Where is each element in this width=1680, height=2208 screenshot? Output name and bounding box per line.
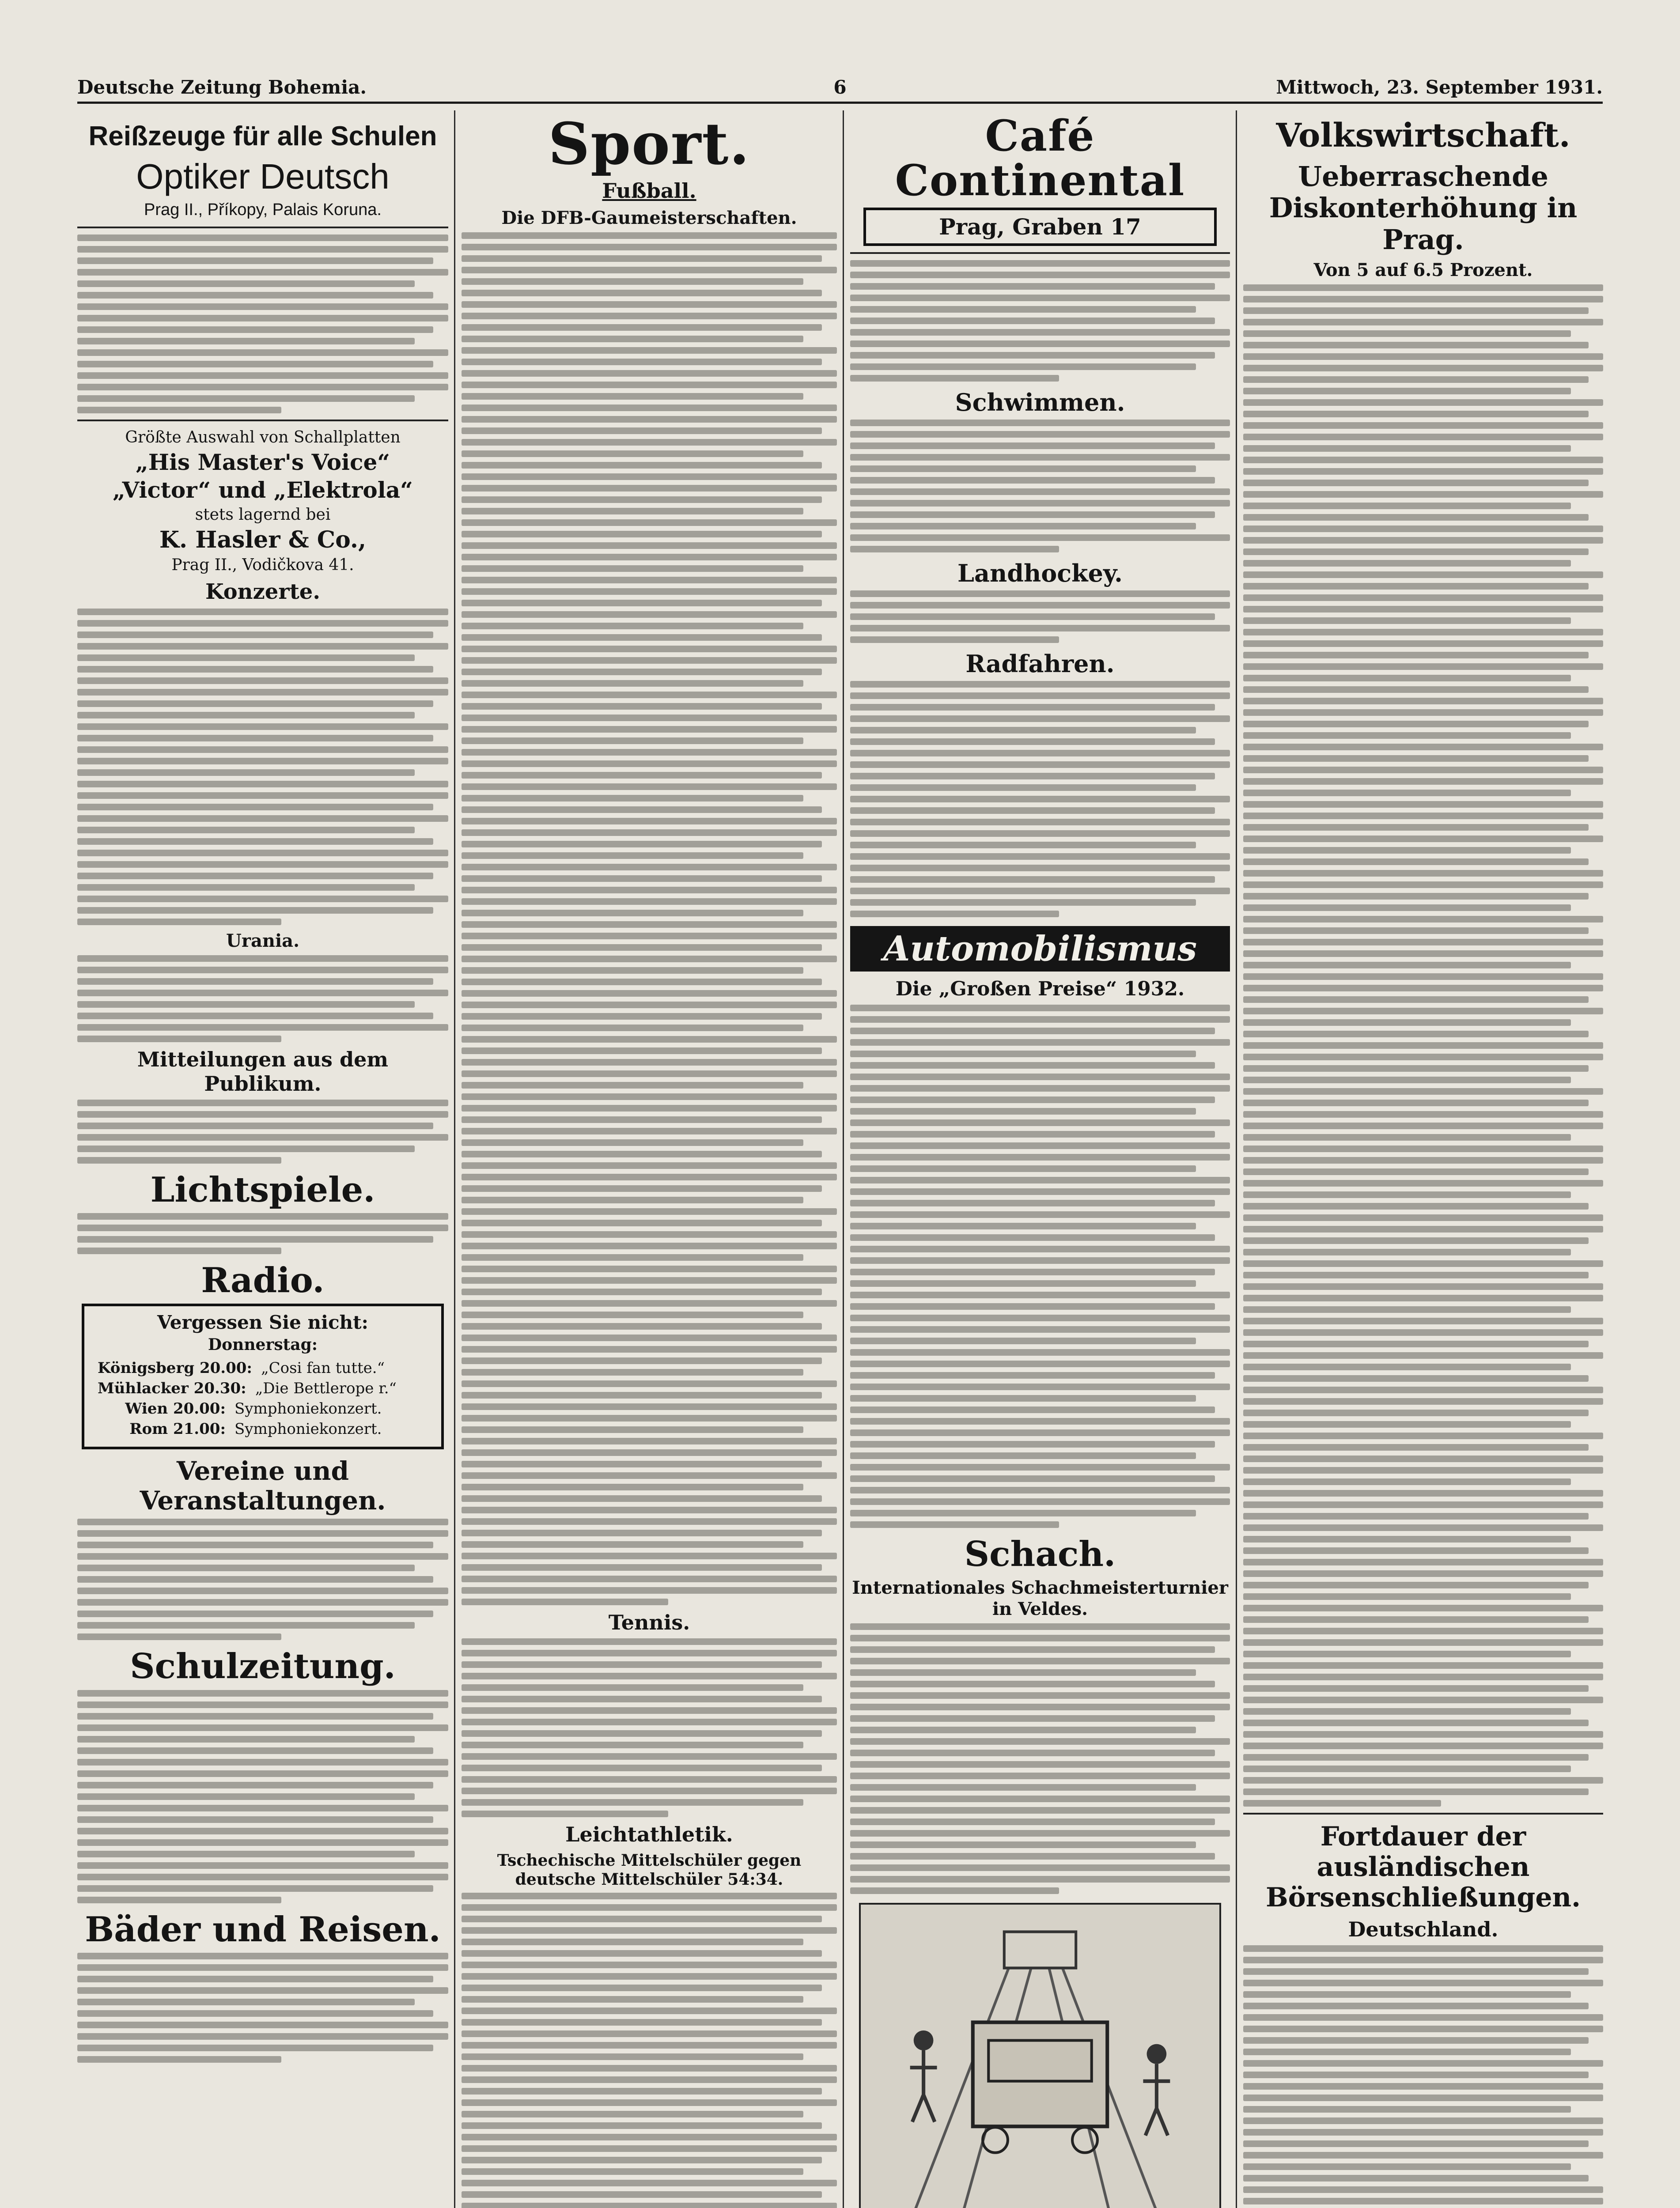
radio-reminder: Vergessen Sie nicht:: [157, 1312, 368, 1334]
ad-line: „Victor“ und „Elektrola“: [113, 477, 413, 503]
article-body: [77, 234, 448, 413]
column-1: [77, 110, 448, 2208]
radio-program: Symphoniekonzert.: [235, 1420, 382, 1438]
column-rule: [843, 110, 844, 2208]
article-body: [77, 1690, 448, 1903]
section-heading: Schulzeitung.: [130, 1646, 396, 1687]
ad-line: Reißzeuge für alle Schulen: [88, 121, 437, 151]
section-heading: Vereine und Veranstaltungen.: [140, 1456, 386, 1516]
ad-line: K. Hasler & Co.,: [159, 526, 367, 553]
subsection-heading: Schwimmen.: [955, 388, 1125, 416]
article-heading: Ueberraschende Diskonterhöhung in Prag.: [1269, 160, 1578, 256]
section-heading: Volkswirtschaft.: [1276, 117, 1570, 155]
column-3: [850, 110, 1230, 2208]
article-body: [850, 681, 1230, 917]
article-body: [77, 1100, 448, 1164]
radio-item: [98, 1358, 428, 1379]
article-body: [462, 1893, 837, 2208]
radio-day: Donnerstag:: [208, 1335, 318, 1354]
radio-box: [82, 1304, 444, 1449]
running-head: [77, 76, 1603, 104]
article-heading: Die „Großen Preise“ 1932.: [895, 977, 1185, 1000]
ad-title: Optiker Deutsch: [136, 156, 390, 196]
article-heading: Fortdauer der ausländischen Börsenschließungen.: [1265, 1821, 1581, 1913]
cafe-advertisement: [850, 111, 1230, 246]
radio-program: Symphoniekonzert.: [235, 1400, 382, 1418]
ad-line: „His Master's Voice“: [135, 449, 390, 475]
radio-station: Wien 20.00:: [125, 1400, 226, 1418]
column-2: [462, 110, 837, 2208]
optician-advertisement: [77, 119, 448, 220]
column-rule: [454, 110, 455, 2208]
divider: [77, 227, 448, 228]
article-body: [850, 420, 1230, 552]
radio-station: Königsberg 20.00:: [98, 1359, 252, 1377]
divider: [77, 420, 448, 421]
article-body: [1243, 1945, 1603, 2208]
cartoon-illustration: [859, 1903, 1221, 2208]
column-rule: [1236, 110, 1237, 2208]
page-number: 6: [833, 76, 847, 98]
divider: [850, 252, 1230, 254]
ad-line: stets lagernd bei: [195, 506, 331, 524]
issue-date: Mittwoch, 23. September 1931.: [1276, 76, 1603, 98]
ad-address: Prag II., Příkopy, Palais Koruna.: [144, 200, 382, 219]
radio-item: [98, 1399, 428, 1419]
ad-line: Größte Auswahl von Schallplatten: [125, 428, 401, 446]
cafe-name: Café Continental: [895, 111, 1185, 205]
article-body: [77, 955, 448, 1042]
subsection-heading: Radfahren.: [965, 649, 1115, 678]
section-heading: Schach.: [964, 1534, 1116, 1574]
article-body: [462, 232, 837, 1605]
article-body: [850, 1005, 1230, 1528]
subsection-heading: Leichtathletik.: [565, 1822, 733, 1846]
column-4: [1243, 110, 1603, 2208]
article-body: [1243, 284, 1603, 1807]
radio-station: Mühlacker 20.30:: [98, 1380, 246, 1398]
radio-program: „Cosi fan tutte.“: [261, 1359, 385, 1377]
ad-line: Prag II., Vodičkova 41.: [171, 556, 354, 574]
section-heading: Bäder und Reisen.: [85, 1909, 441, 1950]
article-heading: Die DFB-Gaumeisterschaften.: [501, 207, 797, 228]
radio-station: Rom 21.00:: [129, 1420, 226, 1438]
article-heading: Tschechische Mittelschüler gegen deutsche Mittelschüler 54:34.: [497, 1851, 802, 1889]
subsection-heading: Fußball.: [602, 178, 696, 203]
section-heading: Mitteilungen aus dem Publikum.: [137, 1047, 389, 1096]
radio-item: [98, 1419, 428, 1440]
section-heading: Sport.: [548, 110, 750, 178]
article-body: [77, 1519, 448, 1640]
section-heading: Lichtspiele.: [150, 1169, 375, 1210]
radio-item: [98, 1379, 428, 1399]
divider: [1243, 1813, 1603, 1815]
subsection-heading: Deutschland.: [1348, 1917, 1498, 1941]
radio-program: „Die Bettlerope r.“: [255, 1380, 397, 1398]
article-body: [850, 260, 1230, 382]
subsection-heading: Landhockey.: [957, 559, 1123, 587]
cafe-address: Prag, Graben 17: [863, 208, 1217, 246]
subsection-heading: Tennis.: [608, 1610, 690, 1634]
section-heading: Radio.: [201, 1260, 325, 1301]
section-heading: Urania.: [226, 930, 299, 951]
article-body: [77, 609, 448, 925]
section-heading: Konzerte.: [205, 579, 321, 604]
article-body: [462, 1638, 837, 1817]
article-body: [77, 1213, 448, 1254]
article-body: [850, 1623, 1230, 1894]
newspaper-name: Deutsche Zeitung Bohemia.: [77, 76, 367, 98]
article-body: [77, 1953, 448, 2063]
cartoon-sketch: [861, 1905, 1219, 2208]
section-heading-banner: Automobilismus: [850, 926, 1230, 972]
article-subheading: Von 5 auf 6.5 Prozent.: [1313, 259, 1533, 280]
radio-schedule: [98, 1358, 428, 1440]
records-advertisement: [77, 427, 448, 575]
article-heading: Internationales Schachmeisterturnier in Veldes.: [852, 1577, 1228, 1619]
article-body: [850, 590, 1230, 643]
